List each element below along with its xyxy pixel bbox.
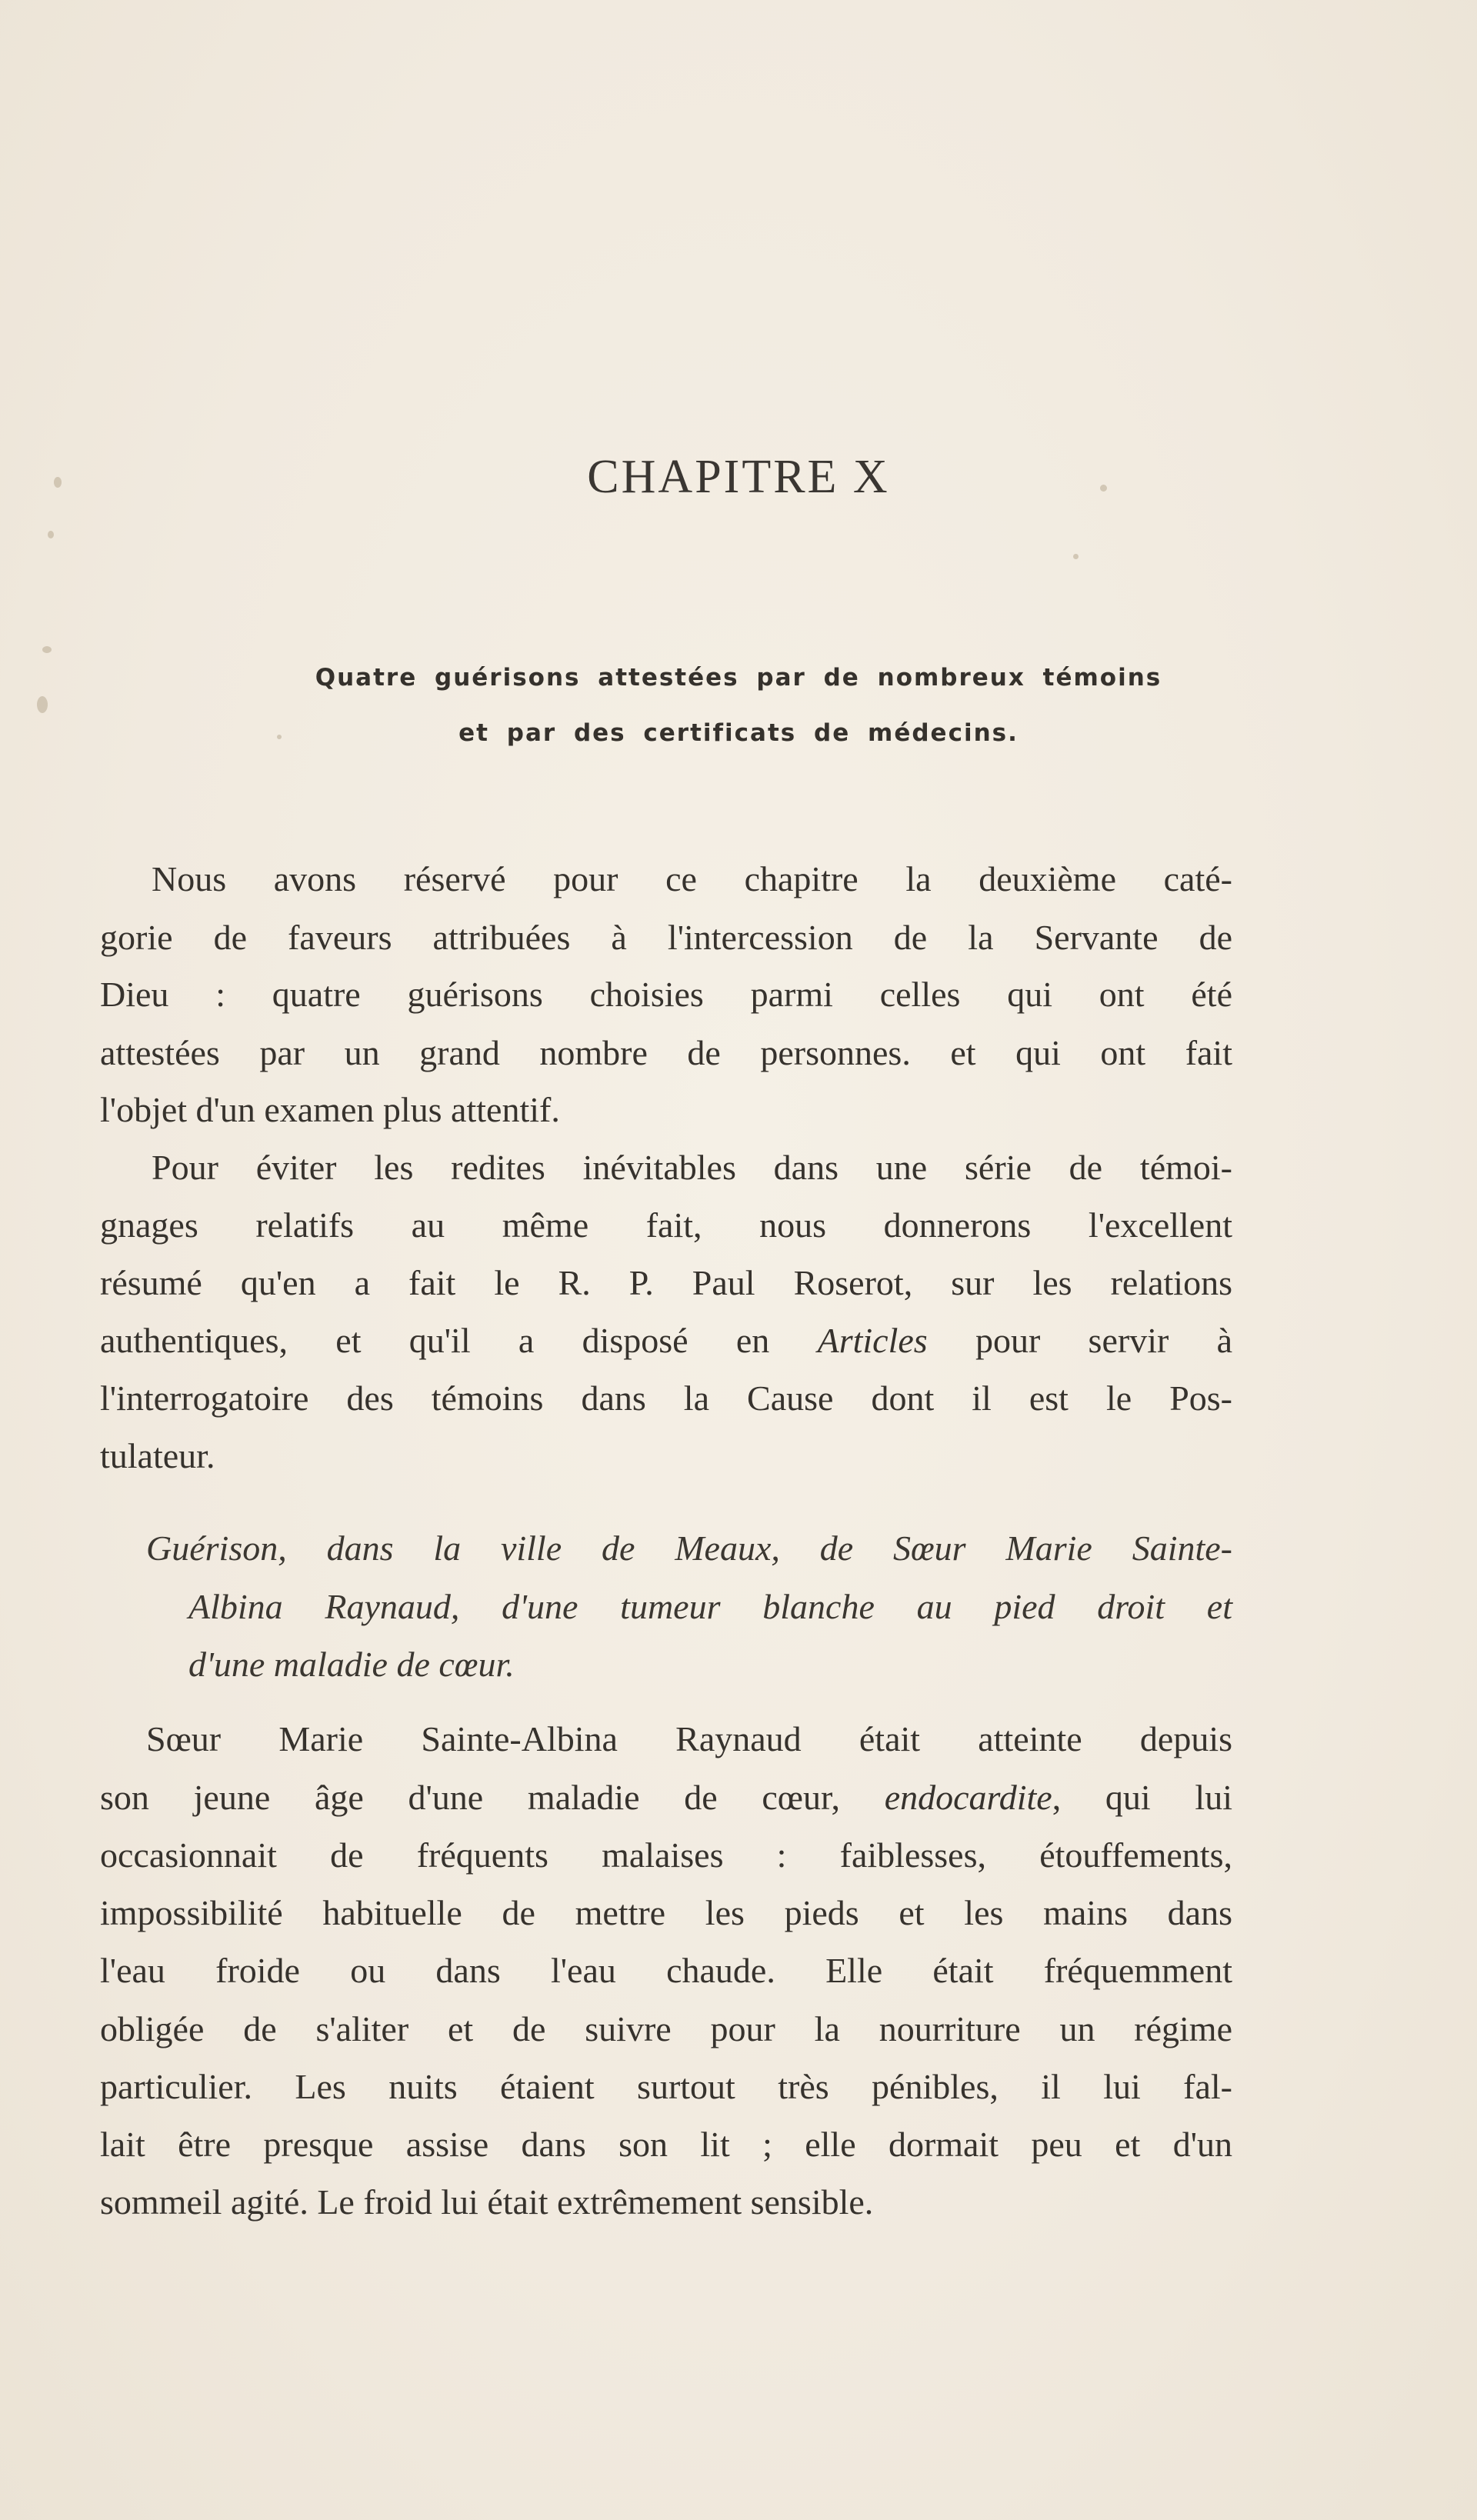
chapter-summary bbox=[0, 650, 1477, 761]
paragraph2-line-4: authentiques, et qu'il a disposé en Articles pour servir à bbox=[100, 1321, 1232, 1360]
summary-line: Quatre guérisons attestées par de nombreux témoins bbox=[315, 664, 1162, 692]
paragraph1-line-5: l'objet d'un examen plus attentif. bbox=[100, 1090, 560, 1129]
italic-term: endocardite bbox=[884, 1778, 1052, 1817]
section-heading-line-2: Albina Raynaud, d'une tumeur blanche au pied droit et bbox=[188, 1587, 1232, 1626]
paragraph1-line-4: attestées par un grand nombre de personnes. et qui ont fait bbox=[100, 1033, 1232, 1072]
paragraph3-line-7: particulier. Les nuits étaient surtout très pénibles, il lui fal- bbox=[100, 2067, 1232, 2106]
paragraph2-line-2: gnages relatifs au même fait, nous donnerons l'excellent bbox=[100, 1205, 1232, 1245]
italic-term: Articles bbox=[817, 1321, 928, 1360]
summary-line: et par des certificats de médecins. bbox=[458, 719, 1019, 747]
paragraph3-line-3: occasionnait de fréquents malaises : faiblesses, étouffements, bbox=[100, 1835, 1232, 1875]
paragraph2-line-5: l'interrogatoire des témoins dans la Cause dont il est le Pos- bbox=[100, 1378, 1232, 1418]
paragraph2-line-3: résumé qu'en a fait le R. P. Paul Roserot, sur les relations bbox=[100, 1263, 1232, 1302]
paper-speck bbox=[1073, 554, 1079, 559]
paper-speck bbox=[48, 531, 54, 538]
paragraph3-line-5: l'eau froide ou dans l'eau chaude. Elle était fréquemment bbox=[100, 1951, 1232, 1990]
paragraph3-line-8: lait être presque assise dans son lit ; elle dormait peu et d'un bbox=[100, 2125, 1232, 2164]
paragraph1-line-1: Nous avons réservé pour ce chapitre la deuxième caté- bbox=[152, 859, 1232, 898]
section-heading-line-1: Guérison, dans la ville de Meaux, de Sœur Marie Sainte- bbox=[146, 1528, 1232, 1568]
paragraph3-line-2: son jeune âge d'une maladie de cœur, endocardite, qui lui bbox=[100, 1778, 1232, 1817]
paragraph2-line-1: Pour éviter les redites inévitables dans une série de témoi- bbox=[152, 1148, 1232, 1187]
paragraph3-line-9: sommeil agité. Le froid lui était extrêmement sensible. bbox=[100, 2182, 874, 2222]
paragraph3-line-4: impossibilité habituelle de mettre les pieds et les mains dans bbox=[100, 1893, 1232, 1932]
chapter-title: CHAPITRE X bbox=[587, 451, 890, 503]
paragraph1-line-3: Dieu : quatre guérisons choisies parmi celles qui ont été bbox=[100, 975, 1232, 1014]
paragraph2-line-6: tulateur. bbox=[100, 1436, 215, 1475]
paragraph1-line-2: gorie de faveurs attribuées à l'intercession de la Servante de bbox=[100, 918, 1232, 957]
paragraph3-line-6: obligée de s'aliter et de suivre pour la nourriture un régime bbox=[100, 2009, 1232, 2048]
paragraph3-line-1: Sœur Marie Sainte-Albina Raynaud était atteinte depuis bbox=[146, 1719, 1232, 1758]
section-heading-line-3: d'une maladie de cœur. bbox=[188, 1645, 515, 1684]
